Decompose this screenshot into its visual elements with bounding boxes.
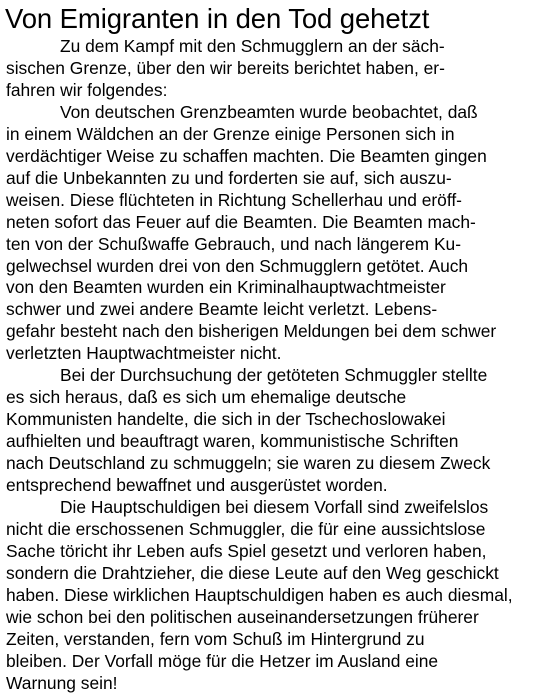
article-line: gelwechsel wurden drei von den Schmugglern getötet. Auch — [6, 255, 469, 276]
article-line: Die Hauptschuldigen bei diesem Vorfall sind zweifelslos — [60, 497, 489, 518]
article-line: nach Deutschland zu schmuggeln; sie waren zu diesem Zweck — [6, 453, 491, 474]
article-line: Kommunisten handelte, die sich in der Tschechoslowakei — [6, 409, 446, 430]
article-line: sischen Grenze, über den wir bereits berichtet haben, er- — [6, 57, 445, 78]
article-line: Von deutschen Grenzbeamten wurde beobachtet, daß — [60, 101, 478, 122]
article-line: es sich heraus, daß es sich um ehemalige deutsche — [6, 387, 407, 408]
article-line: Zu dem Kampf mit den Schmugglern an der säch- — [60, 36, 445, 56]
article-line: neten sofort das Feuer auf die Beamten. Die Beamten mach- — [6, 211, 476, 232]
article-line: bleiben. Der Vorfall möge für die Hetzer im Ausland eine — [6, 650, 439, 671]
article-line: Zeiten, verstanden, fern vom Schuß im Hintergrund zu — [6, 628, 425, 649]
article-line: weisen. Diese flüchteten in Richtung Schellerhau und eröff- — [6, 189, 462, 210]
article-line: sondern die Drahtzieher, die diese Leute auf den Weg geschickt — [6, 562, 499, 583]
article-body — [6, 36, 558, 695]
article-line: Bei der Durchsuchung der getöteten Schmuggler stellte — [60, 365, 488, 386]
article-headline: Von Emigranten in den Tod gehetzt — [5, 3, 430, 34]
article-line: nicht die erschossenen Schmuggler, die für eine aussichtslose — [6, 518, 486, 539]
article-line: auf die Unbekannten zu und forderten sie auf, sich auszu- — [6, 167, 452, 188]
article-line: entsprechend bewaffnet und ausgerüstet worden. — [6, 475, 388, 496]
article-line: gefahr besteht nach den bisherigen Meldungen bei dem schwer — [6, 321, 497, 342]
article-line: verdächtiger Weise zu schaffen machten. Die Beamten gingen — [6, 145, 487, 166]
article-line: fahren wir folgendes: — [6, 79, 168, 100]
newspaper-article — [6, 0, 558, 695]
article-line: in einem Wäldchen an der Grenze einige Personen sich in — [6, 123, 455, 144]
article-line: Sache töricht ihr Leben aufs Spiel gesetzt und verloren haben, — [6, 540, 487, 561]
article-line: ten von der Schußwaffe Gebrauch, und nach längerem Ku- — [6, 233, 462, 254]
article-line: wie schon bei den politischen auseinandersetzungen früherer — [6, 606, 479, 627]
article-line: Warnung sein! — [6, 672, 118, 693]
article-line: aufhielten und beauftragt waren, kommunistische Schriften — [6, 431, 459, 452]
article-line: von den Beamten wurden ein Kriminalhauptwachtmeister — [6, 277, 446, 298]
article-line: schwer und zwei andere Beamte leicht verletzt. Lebens- — [6, 299, 438, 320]
article-line: verletzten Hauptwachtmeister nicht. — [6, 343, 282, 364]
article-line: haben. Diese wirklichen Hauptschuldigen haben es auch diesmal, — [6, 584, 513, 605]
